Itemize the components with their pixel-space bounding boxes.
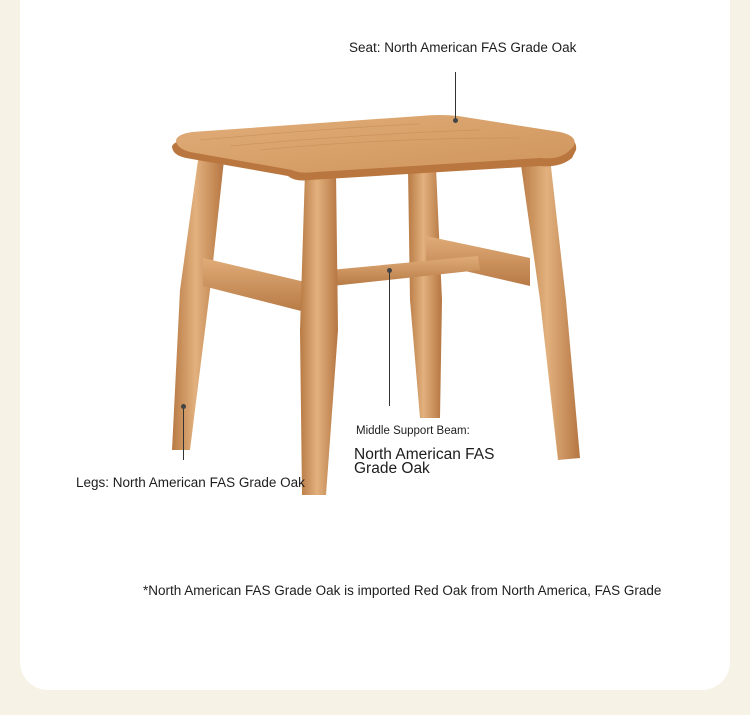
footnote: *North American FAS Grade Oak is imported Red Oak from North America, FAS Grade xyxy=(143,583,662,598)
legs-callout-dot xyxy=(181,404,186,409)
seat-callout-dot xyxy=(453,118,458,123)
beam-callout-dot xyxy=(387,268,392,273)
legs-label: Legs: North American FAS Grade Oak xyxy=(76,475,305,490)
left-stretcher xyxy=(203,258,305,312)
back-right-leg xyxy=(408,168,442,418)
back-left-leg xyxy=(172,160,224,450)
beam-callout-line xyxy=(389,270,390,406)
legs-callout-line xyxy=(183,406,184,460)
beam-title-label: Middle Support Beam: xyxy=(356,425,470,437)
seat-label: Seat: North American FAS Grade Oak xyxy=(349,40,577,55)
front-right-leg xyxy=(520,158,580,460)
beam-material-label: North American FAS Grade Oak xyxy=(354,446,495,477)
front-left-leg xyxy=(300,172,338,495)
middle-support-beam xyxy=(330,256,480,286)
seat-callout-line xyxy=(455,72,456,120)
